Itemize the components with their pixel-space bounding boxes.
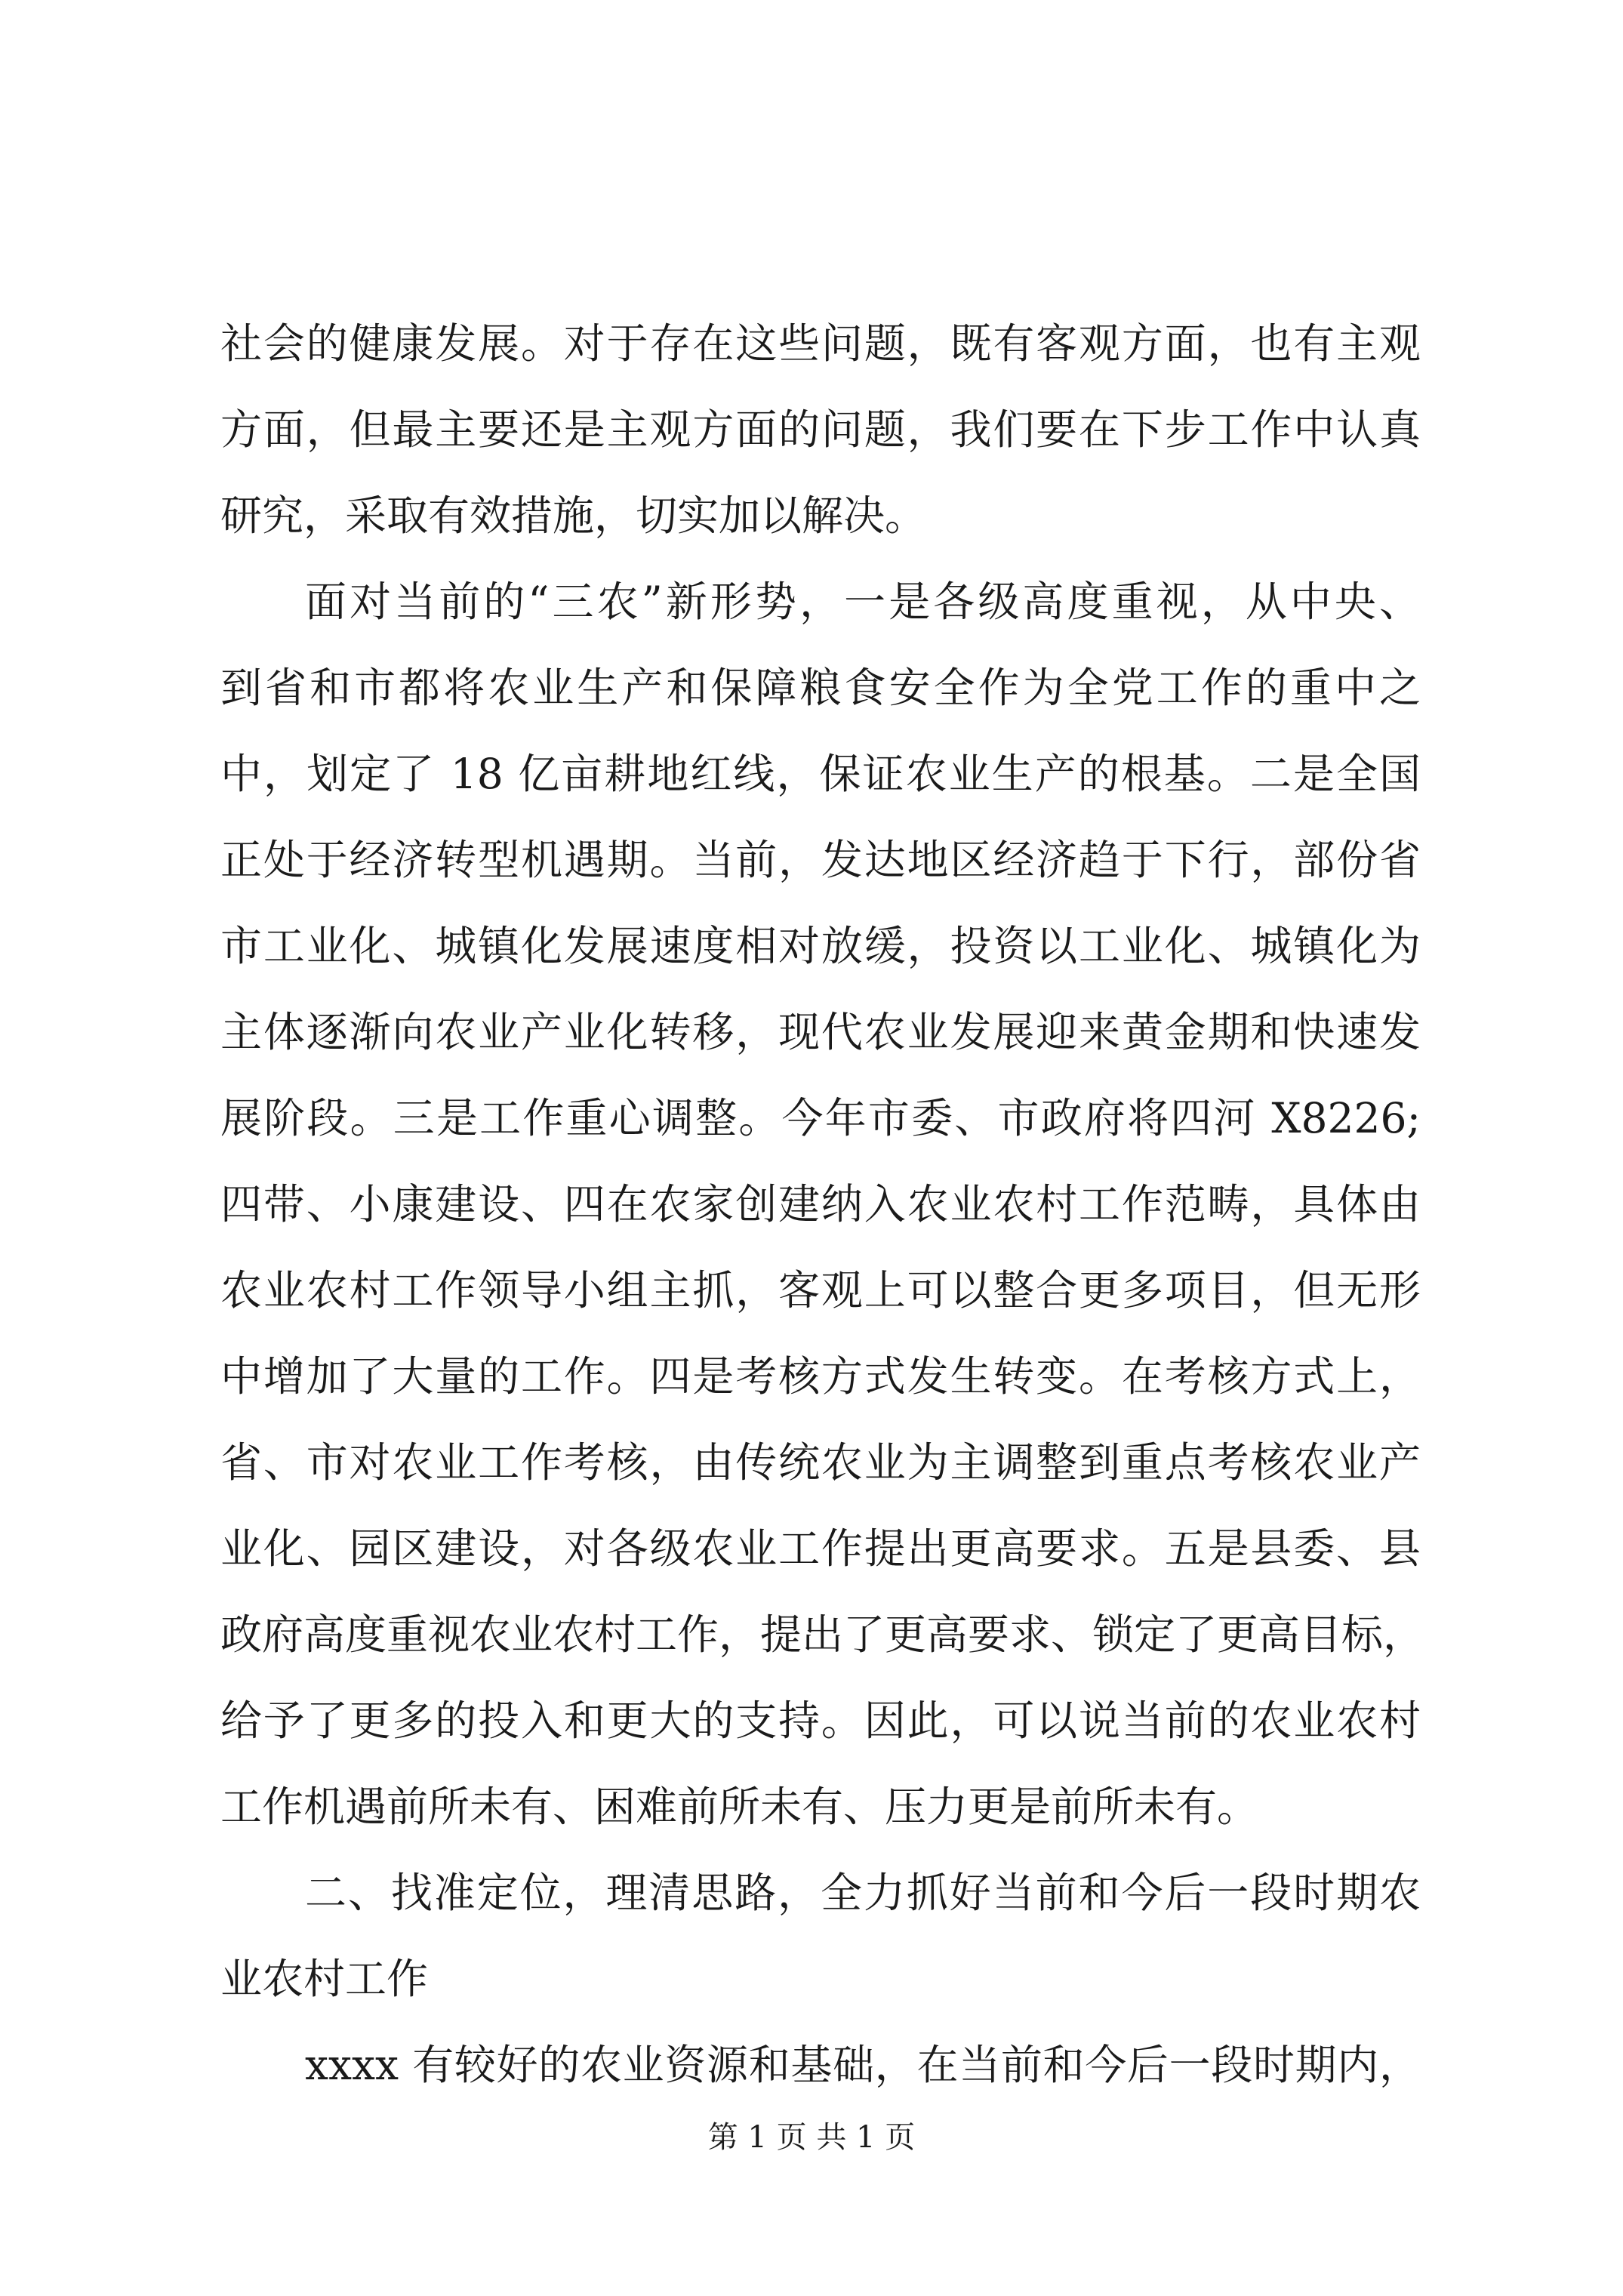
text-line-1: 社会的健康发展。对于存在这些问题，既有客观方面，也有主观 [220, 319, 1421, 368]
text-line-13: 中增加了大量的工作。四是考核方式发生转变。在考核方式上， [220, 1352, 1421, 1401]
text-line-4: 面对当前的“三农”新形势，一是各级高度重视，从中央、 [305, 578, 1421, 626]
section-heading-line-1: 二、找准定位，理清思路，全力抓好当前和今后一段时期农 [305, 1869, 1421, 1917]
section-heading-line-2: 业农村工作 [220, 1955, 429, 2003]
text-line-11: 四带、小康建设、四在农家创建纳入农业农村工作范畴，具体由 [220, 1180, 1421, 1228]
text-line-16: 政府高度重视农业农村工作，提出了更高要求、锁定了更高目标， [220, 1610, 1425, 1659]
text-line-8: 市工业化、城镇化发展速度相对放缓，投资以工业化、城镇化为 [220, 922, 1421, 970]
text-line-5: 到省和市都将农业生产和保障粮食安全作为全党工作的重中之 [220, 664, 1421, 712]
body-text [220, 300, 1425, 2108]
text-line-21: xxxx 有较好的农业资源和基础，在当前和今后一段时期内， [305, 2041, 1421, 2089]
text-line-12: 农业农村工作领导小组主抓，客观上可以整合更多项目，但无形 [220, 1266, 1421, 1314]
text-line-14: 省、市对农业工作考核，由传统农业为主调整到重点考核农业产 [220, 1438, 1421, 1487]
text-line-18: 工作机遇前所未有、困难前所未有、压力更是前所未有。 [220, 1783, 1259, 1831]
page-footer: 第 1 页 共 1 页 [707, 2120, 916, 2155]
text-line-6: 中，划定了 18 亿亩耕地红线，保证农业生产的根基。二是全国 [220, 750, 1421, 798]
text-line-17: 给予了更多的投入和更大的支持。因此，可以说当前的农业农村 [220, 1697, 1421, 1745]
text-line-10: 展阶段。三是工作重心调整。今年市委、市政府将四河 X8226; [220, 1094, 1421, 1142]
text-line-7: 正处于经济转型机遇期。当前，发达地区经济趋于下行，部份省 [220, 836, 1421, 884]
text-line-9: 主体逐渐向农业产业化转移，现代农业发展迎来黄金期和快速发 [220, 1008, 1421, 1056]
text-line-15: 业化、园区建设，对各级农业工作提出更高要求。五是县委、县 [220, 1524, 1421, 1573]
text-line-3: 研究，采取有效措施，切实加以解决。 [220, 492, 927, 540]
text-line-2: 方面，但最主要还是主观方面的问题，我们要在下步工作中认真 [220, 405, 1421, 454]
